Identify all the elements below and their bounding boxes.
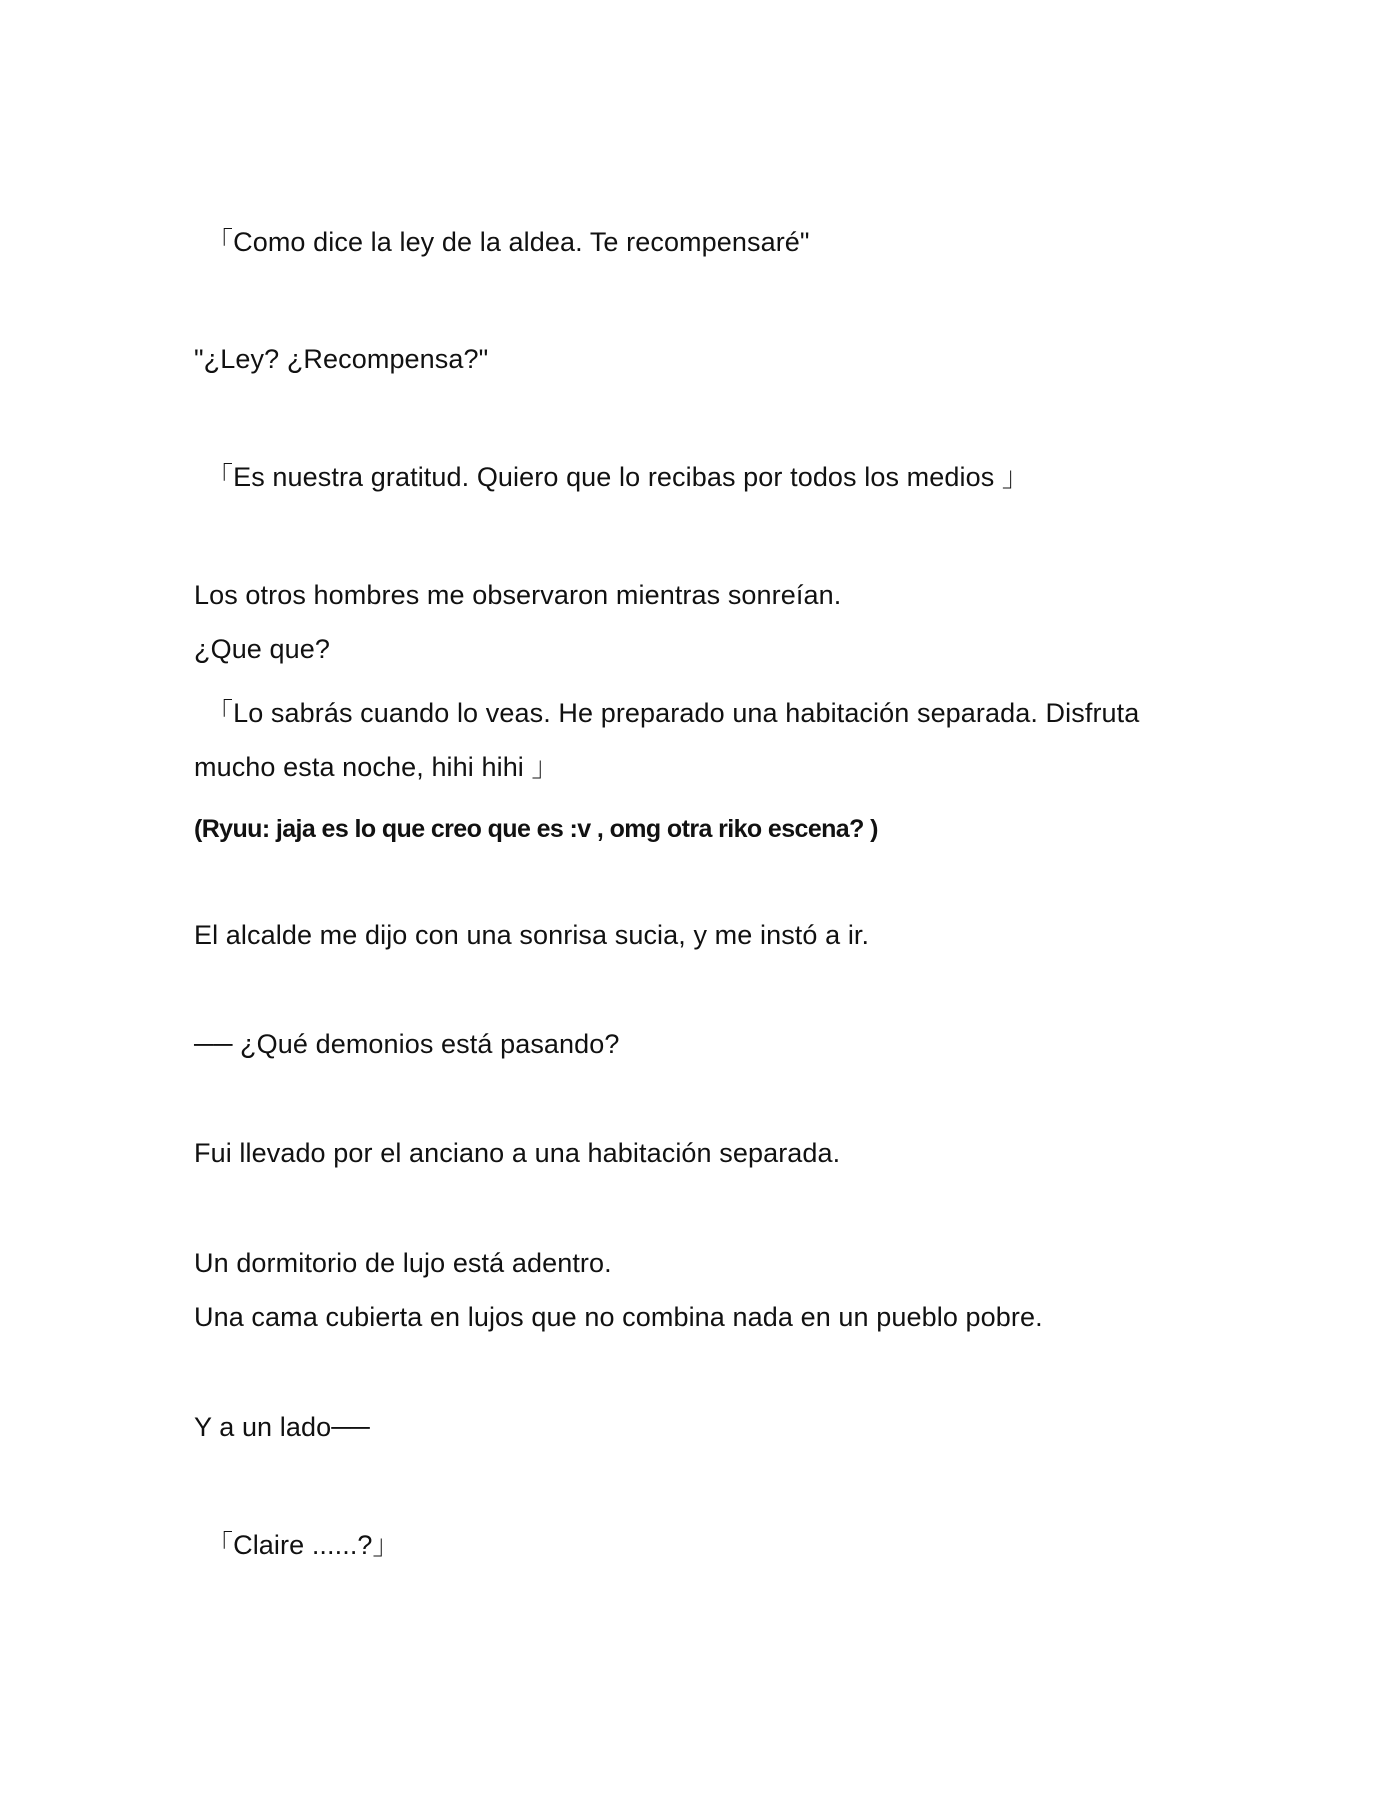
narration-line-side: Y a un lado──: [194, 1412, 370, 1442]
translator-note: (Ryuu: jaja es lo que creo que es :v , omg otra riko escena? ): [194, 815, 878, 843]
dialogue-line-room-1: 「Lo sabrás cuando lo veas. He preparado una habitación separada. Disfruta: [206, 698, 1140, 728]
dialogue-line-law: 「Como dice la ley de la aldea. Te recompensaré": [206, 227, 810, 257]
narration-line-mayor: El alcalde me dijo con una sonrisa sucia, y me instó a ir.: [194, 920, 870, 950]
narration-line-bedroom: Un dormitorio de lujo está adentro.: [194, 1248, 612, 1278]
dialogue-line-room-2: mucho esta noche, hihi hihi 」: [194, 752, 559, 782]
dialogue-line-gratitude: 「Es nuestra gratitud. Quiero que lo recibas por todos los medios 」: [206, 462, 1030, 492]
dialogue-line-question: "¿Ley? ¿Recompensa?": [194, 344, 489, 374]
narration-line-happening: ── ¿Qué demonios está pasando?: [194, 1029, 620, 1059]
dialogue-line-claire: 「Claire ......?」: [206, 1530, 400, 1560]
narration-line-bed: Una cama cubierta en lujos que no combina nada en un pueblo pobre.: [194, 1302, 1043, 1332]
narration-line-what: ¿Que que?: [194, 634, 330, 664]
narration-line-men-smiling: Los otros hombres me observaron mientras sonreían.: [194, 580, 842, 610]
narration-line-led: Fui llevado por el anciano a una habitación separada.: [194, 1138, 841, 1168]
